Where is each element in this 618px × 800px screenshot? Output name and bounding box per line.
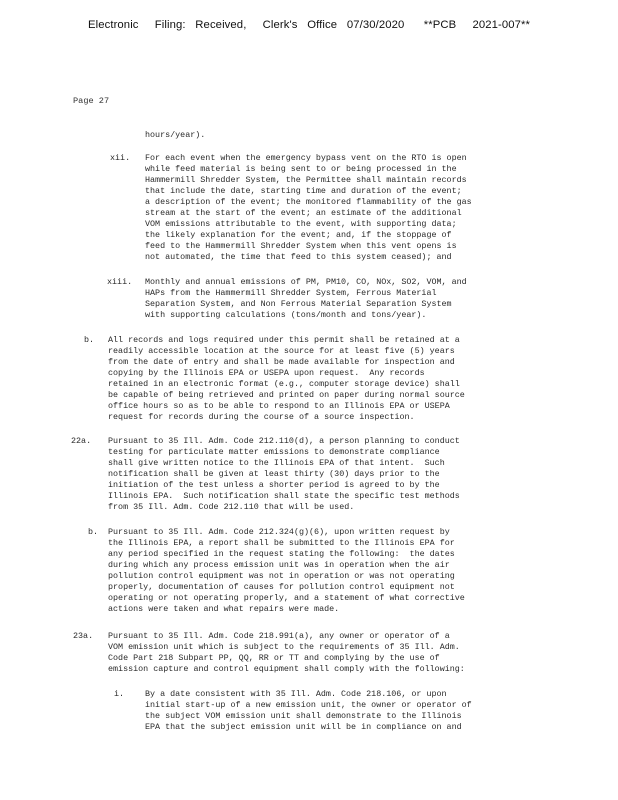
- text-line: All records and logs required under this permit shall be retained at a: [108, 335, 460, 345]
- text-line: Illinois EPA. Such notification shall state the specific test methods: [108, 491, 460, 501]
- text-line: readily accessible location at the source for at least five (5) years: [108, 346, 455, 356]
- item-number: b.: [84, 335, 95, 345]
- text-line: initial start-up of a new emission unit, the owner or operator of: [145, 700, 472, 710]
- text-line: notification shall be given at least thirty (30) days prior to the: [108, 469, 440, 479]
- text-line: emission capture and control equipment shall comply with the following:: [108, 664, 465, 674]
- text-line: stream at the start of the event; an estimate of the additional: [145, 208, 462, 218]
- text-line: Pursuant to 35 Ill. Adm. Code 212.324(g)(6), upon written request by: [108, 527, 450, 537]
- text-line: testing for particulate matter emissions to demonstrate compliance: [108, 447, 440, 457]
- text-line: while feed material is being sent to or being processed in the: [145, 164, 457, 174]
- item-number: b.: [88, 527, 99, 537]
- text-line: with supporting calculations (tons/month and tons/year).: [145, 310, 427, 320]
- item-number: 23a.: [73, 631, 94, 641]
- text-line: be capable of being retrieved and printed on paper during normal source: [108, 390, 465, 400]
- text-line: hours/year).: [145, 130, 206, 140]
- text-line: VOM emissions attributable to the event, with supporting data;: [145, 219, 457, 229]
- text-line: from the date of entry and shall be made available for inspection and: [108, 357, 455, 367]
- text-line: VOM emission unit which is subject to the requirements of 35 Ill. Adm.: [108, 642, 460, 652]
- filing-stamp-header: Electronic Filing: Received, Clerk's Office 07/30/2020 **PCB 2021-007**: [87, 19, 531, 31]
- item-number: i.: [114, 689, 125, 699]
- text-line: request for records during the course of a source inspection.: [108, 412, 415, 422]
- text-line: By a date consistent with 35 Ill. Adm. Code 218.106, or upon: [145, 689, 447, 699]
- text-line: a description of the event; the monitored flammability of the gas: [145, 197, 472, 207]
- text-line: EPA that the subject emission unit will be in compliance on and: [145, 722, 462, 732]
- text-line: operating or not operating properly, and a statement of what corrective: [108, 593, 465, 603]
- text-line: the likely explanation for the event; and, if the stoppage of: [145, 230, 452, 240]
- text-line: Code Part 218 Subpart PP, QQ, RR or TT and complying by the use of: [108, 653, 440, 663]
- text-line: not automated, the time that feed to this system ceased); and: [145, 252, 452, 262]
- text-line: Separation System, and Non Ferrous Material Separation System: [145, 299, 452, 309]
- text-line: any period specified in the request stating the following: the dates: [108, 549, 455, 559]
- text-line: properly, documentation of causes for pollution control equipment not: [108, 582, 455, 592]
- text-line: pollution control equipment was not in operation or was not operating: [108, 571, 455, 581]
- page-number-label: Page 27: [73, 96, 110, 106]
- text-line: retained in an electronic format (e.g., computer storage device) shall: [108, 379, 460, 389]
- item-number: xii.: [110, 153, 131, 163]
- text-line: shall give written notice to the Illinois EPA of that intent. Such: [108, 458, 445, 468]
- text-line: office hours so as to be able to respond to an Illinois EPA or USEPA: [108, 401, 450, 411]
- text-line: HAPs from the Hammermill Shredder System, Ferrous Material: [145, 288, 437, 298]
- text-line: Hammermill Shredder System, the Permittee shall maintain records: [145, 175, 467, 185]
- text-line: the Illinois EPA, a report shall be submitted to the Illinois EPA for: [108, 538, 455, 548]
- text-line: For each event when the emergency bypass vent on the RTO is open: [145, 153, 467, 163]
- item-number: 22a.: [71, 436, 92, 446]
- text-line: copying by the Illinois EPA or USEPA upon request. Any records: [108, 368, 425, 378]
- text-line: initiation of the test unless a shorter period is agreed to by the: [108, 480, 440, 490]
- text-line: feed to the Hammermill Shredder System when this vent opens is: [145, 241, 457, 251]
- text-line: during which any process emission unit was in operation when the air: [108, 560, 450, 570]
- item-number: xiii.: [107, 277, 133, 287]
- text-line: that include the date, starting time and duration of the event;: [145, 186, 462, 196]
- text-line: the subject VOM emission unit shall demonstrate to the Illinois: [145, 711, 462, 721]
- text-line: Pursuant to 35 Ill. Adm. Code 212.110(d), a person planning to conduct: [108, 436, 460, 446]
- text-line: from 35 Ill. Adm. Code 212.110 that will be used.: [108, 502, 355, 512]
- text-line: Pursuant to 35 Ill. Adm. Code 218.991(a), any owner or operator of a: [108, 631, 450, 641]
- text-line: Monthly and annual emissions of PM, PM10, CO, NOx, SO2, VOM, and: [145, 277, 467, 287]
- text-line: actions were taken and what repairs were made.: [108, 604, 340, 614]
